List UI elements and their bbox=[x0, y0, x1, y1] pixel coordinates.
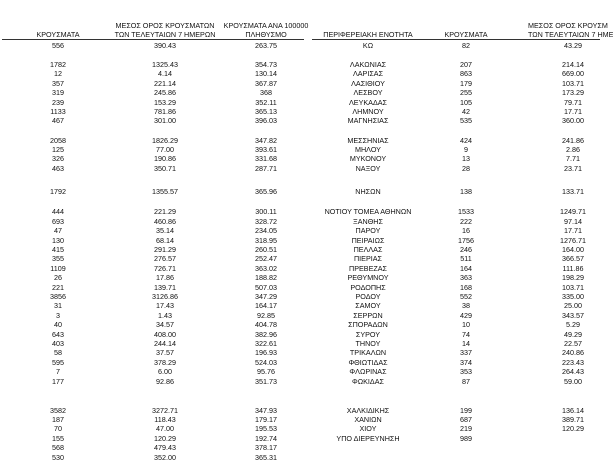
cell-region: ΜΕΣΣΗΝΙΑΣ bbox=[347, 135, 389, 145]
cell-cases-right: 168 bbox=[460, 282, 472, 292]
table-row bbox=[0, 453, 600, 462]
cell-avg7-right: 120.29 bbox=[562, 424, 584, 434]
cell-region: ΛΗΜΝΟΥ bbox=[352, 106, 384, 116]
cell-cases-right: 164 bbox=[460, 263, 472, 273]
header-per100k-line2: ΠΛΗΘΥΣΜΟ bbox=[245, 29, 287, 39]
cell-per100k: 351.73 bbox=[255, 376, 277, 386]
cell-cases-left: 130 bbox=[52, 235, 64, 245]
table-row bbox=[0, 187, 600, 196]
table-row bbox=[0, 69, 600, 78]
cell-cases-left: 2058 bbox=[50, 135, 66, 145]
cell-avg7-left: 6.00 bbox=[158, 367, 172, 377]
header-avg7-left-line2: ΤΩΝ ΤΕΛΕΥΤΑΙΩΝ 7 ΗΜΕΡΩΝ bbox=[114, 29, 216, 39]
cell-avg7-left: 34.57 bbox=[156, 320, 174, 330]
header-cases-left: ΚΡΟΥΣΜΑΤΑ bbox=[36, 30, 80, 39]
table-row bbox=[0, 273, 600, 282]
cell-cases-right: 105 bbox=[460, 97, 472, 107]
cell-cases-left: 415 bbox=[52, 244, 64, 254]
cell-cases-right: 255 bbox=[460, 88, 472, 98]
cell-per100k: 524.03 bbox=[255, 357, 277, 367]
cell-avg7-left: 460.86 bbox=[154, 216, 176, 226]
cell-cases-left: 1792 bbox=[50, 186, 66, 196]
cell-per100k: 363.02 bbox=[255, 263, 277, 273]
cell-avg7-left: 301.00 bbox=[154, 116, 176, 126]
header-per100k-line1: ΚΡΟΥΣΜΑΤΑ ΑΝΑ 100000 bbox=[223, 21, 309, 30]
cell-avg7-left: 390.43 bbox=[154, 41, 176, 50]
cell-avg7-right: 343.57 bbox=[562, 310, 584, 320]
cell-cases-right: 552 bbox=[460, 291, 472, 301]
cell-per100k: 322.61 bbox=[255, 338, 277, 348]
cell-per100k: 260.51 bbox=[255, 244, 277, 254]
cell-region: ΝΗΣΩΝ bbox=[355, 186, 381, 196]
cell-avg7-left: 35.14 bbox=[156, 226, 174, 236]
cell-cases-right: 337 bbox=[460, 348, 472, 358]
cell-cases-left: 7 bbox=[56, 367, 60, 377]
cell-region: ΛΕΣΒΟΥ bbox=[353, 88, 383, 98]
table-row bbox=[0, 358, 600, 367]
table-row bbox=[0, 424, 600, 433]
cell-avg7-right: 2.86 bbox=[566, 145, 580, 154]
cell-cases-left: 3582 bbox=[50, 405, 66, 415]
cell-cases-right: 353 bbox=[460, 367, 472, 377]
cell-avg7-right: 240.86 bbox=[562, 348, 584, 358]
cell-cases-left: 3 bbox=[56, 310, 60, 320]
cell-cases-right: 1756 bbox=[458, 235, 474, 245]
cell-cases-left: 155 bbox=[52, 433, 64, 443]
cell-cases-left: 444 bbox=[52, 207, 64, 217]
cell-cases-left: 568 bbox=[52, 443, 64, 453]
cell-per100k: 164.17 bbox=[255, 301, 277, 311]
table-row bbox=[0, 236, 600, 245]
cell-region: ΠΕΛΛΑΣ bbox=[353, 244, 383, 254]
cell-avg7-right: 17.71 bbox=[564, 106, 582, 116]
cell-per100k: 354.73 bbox=[255, 59, 277, 69]
cell-avg7-left: 68.14 bbox=[156, 235, 174, 245]
cell-region: ΠΙΕΡΙΑΣ bbox=[353, 254, 382, 264]
table-row bbox=[0, 292, 600, 301]
cell-cases-left: 31 bbox=[54, 301, 62, 311]
cell-per100k: 234.05 bbox=[255, 226, 277, 236]
cell-avg7-right: 79.71 bbox=[564, 97, 582, 107]
table-row bbox=[0, 434, 600, 443]
table-row bbox=[0, 207, 600, 216]
cell-avg7-right: 5.29 bbox=[566, 320, 580, 330]
cell-avg7-left: 245.86 bbox=[154, 88, 176, 98]
table-row bbox=[0, 79, 600, 88]
cell-avg7-left: 1826.29 bbox=[152, 135, 178, 145]
cell-per100k: 188.82 bbox=[255, 273, 277, 283]
cell-per100k: 130.14 bbox=[255, 69, 277, 79]
cell-per100k: 382.96 bbox=[255, 329, 277, 339]
cell-avg7-right: 97.14 bbox=[564, 216, 582, 226]
cell-cases-right: 363 bbox=[460, 273, 472, 283]
cell-per100k: 92.85 bbox=[257, 310, 275, 320]
cell-cases-right: 10 bbox=[462, 320, 470, 330]
cell-region: ΠΕΙΡΑΙΩΣ bbox=[351, 235, 385, 245]
cell-cases-left: 403 bbox=[52, 338, 64, 348]
cell-region: ΡΕΘΥΜΝΟΥ bbox=[347, 273, 389, 283]
table-row bbox=[0, 107, 600, 116]
table-row bbox=[0, 301, 600, 310]
cell-avg7-right: 111.86 bbox=[562, 263, 584, 273]
cell-cases-left: 187 bbox=[52, 415, 64, 424]
table-row bbox=[0, 116, 600, 125]
header-avg7-left-line1: ΜΕΣΟΣ ΟΡΟΣ ΚΡΟΥΣΜΑΤΩΝ bbox=[115, 21, 215, 30]
cell-cases-left: 355 bbox=[52, 254, 64, 264]
cell-cases-left: 467 bbox=[52, 116, 64, 126]
cell-avg7-right: 133.71 bbox=[562, 186, 584, 196]
cell-avg7-left: 352.00 bbox=[154, 452, 176, 462]
cell-avg7-left: 17.43 bbox=[156, 301, 174, 311]
cell-per100k: 365.96 bbox=[255, 186, 277, 196]
cell-region: ΦΩΚΙΔΑΣ bbox=[352, 376, 384, 386]
cell-avg7-right: 214.14 bbox=[562, 59, 584, 69]
cell-per100k: 367.87 bbox=[255, 78, 277, 88]
header-region: ΠΕΡΙΦΕΡΕΙΑΚΗ ΕΝΟΤΗΤΑ bbox=[323, 30, 413, 39]
cell-avg7-left: 17.86 bbox=[156, 273, 174, 283]
cell-per100k: 404.78 bbox=[255, 320, 277, 330]
cell-cases-left: 693 bbox=[52, 216, 64, 226]
table-row bbox=[0, 136, 600, 145]
cell-cases-right: 9 bbox=[464, 145, 468, 154]
cell-avg7-left: 153.29 bbox=[154, 97, 176, 107]
cell-region: ΡΟΔΟΥ bbox=[355, 291, 381, 301]
cell-per100k: 192.74 bbox=[255, 433, 277, 443]
cell-cases-right: 429 bbox=[460, 310, 472, 320]
cell-region: ΠΡΕΒΕΖΑΣ bbox=[349, 263, 387, 273]
cell-region: ΚΩ bbox=[362, 41, 374, 50]
cell-per100k: 365.13 bbox=[255, 106, 277, 116]
cell-region: ΠΑΡΟΥ bbox=[355, 226, 381, 236]
cell-cases-right: 87 bbox=[462, 376, 470, 386]
table-row bbox=[0, 367, 600, 376]
table-row bbox=[0, 145, 600, 154]
cell-avg7-left: 726.71 bbox=[154, 263, 176, 273]
header-avg7-right bbox=[528, 21, 613, 39]
cell-cases-right: 535 bbox=[460, 116, 472, 126]
cell-region: ΧΙΟΥ bbox=[359, 424, 377, 434]
cell-per100k: 195.53 bbox=[255, 424, 277, 434]
cell-avg7-left: 291.29 bbox=[154, 244, 176, 254]
table-row bbox=[0, 283, 600, 292]
cell-avg7-left: 3126.86 bbox=[152, 291, 178, 301]
cell-region: ΞΑΝΘΗΣ bbox=[353, 216, 383, 226]
cell-avg7-left: 47.00 bbox=[156, 424, 174, 434]
cell-region: ΤΗΝΟΥ bbox=[355, 338, 381, 348]
cell-cases-left: 239 bbox=[52, 97, 64, 107]
cell-region: ΦΛΩΡΙΝΑΣ bbox=[349, 367, 387, 377]
cell-region: ΛΑΡΙΣΑΣ bbox=[352, 69, 384, 79]
cell-region: ΣΑΜΟΥ bbox=[355, 301, 381, 311]
cell-cases-right: 38 bbox=[462, 301, 470, 311]
cell-cases-left: 357 bbox=[52, 78, 64, 88]
cell-avg7-right: 335.00 bbox=[562, 291, 584, 301]
table-row bbox=[0, 330, 600, 339]
cell-per100k: 287.71 bbox=[255, 163, 277, 173]
cell-region: ΣΠΟΡΑΔΩΝ bbox=[348, 320, 388, 330]
cell-cases-right: 424 bbox=[460, 135, 472, 145]
cell-cases-right: 863 bbox=[460, 69, 472, 79]
cell-cases-right: 28 bbox=[462, 163, 470, 173]
cell-avg7-right: 264.43 bbox=[562, 367, 584, 377]
cell-cases-left: 58 bbox=[54, 348, 62, 358]
header-avg7-left bbox=[112, 22, 218, 39]
table-row bbox=[0, 88, 600, 97]
header-avg7-right-line2: ΤΩΝ ΤΕΛΕΥΤΑΙΩΝ 7 ΗΜΕ bbox=[528, 29, 613, 39]
table-row bbox=[0, 98, 600, 107]
cell-cases-left: 40 bbox=[54, 320, 62, 330]
cell-avg7-right: 25.00 bbox=[564, 301, 582, 311]
cell-avg7-left: 4.14 bbox=[158, 69, 172, 79]
cell-avg7-right: 23.71 bbox=[564, 163, 582, 173]
cell-per100k: 252.47 bbox=[255, 254, 277, 264]
cell-region: ΝΟΤΙΟΥ ΤΟΜΕΑ ΑΘΗΝΩΝ bbox=[324, 207, 412, 217]
cell-avg7-right: 136.14 bbox=[562, 405, 584, 415]
header-underline-right bbox=[312, 39, 600, 40]
cell-cases-left: 26 bbox=[54, 273, 62, 283]
cell-avg7-left: 1355.57 bbox=[152, 186, 178, 196]
cell-avg7-left: 244.14 bbox=[154, 338, 176, 348]
cell-per100k: 378.17 bbox=[255, 443, 277, 453]
cell-avg7-left: 378.29 bbox=[154, 357, 176, 367]
cell-cases-right: 989 bbox=[460, 433, 472, 443]
cell-per100k: 179.17 bbox=[255, 415, 277, 424]
cell-cases-left: 177 bbox=[52, 376, 64, 386]
cell-per100k: 331.68 bbox=[255, 154, 277, 164]
cell-avg7-left: 408.00 bbox=[154, 329, 176, 339]
cell-cases-left: 1782 bbox=[50, 59, 66, 69]
cell-avg7-right: 366.57 bbox=[562, 254, 584, 264]
cell-region: ΣΥΡΟΥ bbox=[355, 329, 381, 339]
cell-cases-right: 74 bbox=[462, 329, 470, 339]
cell-cases-right: 687 bbox=[460, 415, 472, 424]
cell-region: ΜΑΓΝΗΣΙΑΣ bbox=[347, 116, 389, 126]
cell-per100k: 95.76 bbox=[257, 367, 275, 377]
cell-cases-left: 1133 bbox=[50, 106, 66, 116]
cell-avg7-left: 118.43 bbox=[154, 415, 176, 424]
cell-avg7-left: 1325.43 bbox=[152, 59, 178, 69]
cell-avg7-left: 3272.71 bbox=[152, 405, 178, 415]
cell-cases-right: 246 bbox=[460, 244, 472, 254]
cell-cases-left: 530 bbox=[52, 452, 64, 462]
header-cases-right: ΚΡΟΥΣΜΑΤΑ bbox=[444, 30, 488, 39]
table-row bbox=[0, 443, 600, 452]
cell-avg7-right: 223.43 bbox=[562, 357, 584, 367]
cell-region: ΛΑΚΩΝΙΑΣ bbox=[349, 59, 387, 69]
cell-region: ΜΥΚΟΝΟΥ bbox=[349, 154, 387, 164]
cell-cases-left: 12 bbox=[54, 69, 62, 79]
cell-avg7-right: 1249.71 bbox=[560, 207, 586, 217]
cell-cases-left: 319 bbox=[52, 88, 64, 98]
cell-per100k: 347.82 bbox=[255, 135, 277, 145]
cell-region: ΦΘΙΩΤΙΔΑΣ bbox=[348, 357, 388, 367]
cell-cases-right: 199 bbox=[460, 405, 472, 415]
cell-cases-left: 125 bbox=[52, 145, 64, 154]
cell-avg7-left: 77.00 bbox=[156, 145, 174, 154]
cell-cases-right: 179 bbox=[460, 78, 472, 88]
cell-avg7-right: 59.00 bbox=[564, 376, 582, 386]
cell-cases-right: 222 bbox=[460, 216, 472, 226]
cell-per100k: 300.11 bbox=[255, 207, 277, 217]
cell-avg7-right: 198.29 bbox=[562, 273, 584, 283]
cell-per100k: 507.03 bbox=[255, 282, 277, 292]
cell-per100k: 396.03 bbox=[255, 116, 277, 126]
cell-cases-right: 82 bbox=[462, 41, 470, 50]
cell-per100k: 352.11 bbox=[255, 97, 277, 107]
cell-cases-right: 207 bbox=[460, 59, 472, 69]
cell-avg7-right: 103.71 bbox=[562, 282, 584, 292]
table-row bbox=[0, 339, 600, 348]
cell-region: ΡΟΔΟΠΗΣ bbox=[350, 282, 386, 292]
cell-avg7-left: 479.43 bbox=[154, 443, 176, 453]
cell-per100k: 393.61 bbox=[255, 145, 277, 154]
table-row bbox=[0, 320, 600, 329]
cell-avg7-left: 221.14 bbox=[154, 78, 176, 88]
cell-avg7-right: 49.29 bbox=[564, 329, 582, 339]
cell-per100k: 368 bbox=[260, 88, 272, 98]
table-row bbox=[0, 217, 600, 226]
cell-avg7-right: 360.00 bbox=[562, 116, 584, 126]
cell-cases-right: 16 bbox=[462, 226, 470, 236]
table-row bbox=[0, 60, 600, 69]
cell-cases-right: 13 bbox=[462, 154, 470, 164]
cell-avg7-right: 173.29 bbox=[562, 88, 584, 98]
cell-cases-right: 219 bbox=[460, 424, 472, 434]
cell-avg7-right: 389.71 bbox=[562, 415, 584, 424]
table-row bbox=[0, 154, 600, 163]
cell-region: ΛΑΣΙΘΙΟΥ bbox=[351, 78, 385, 88]
cell-region: ΛΕΥΚΑΔΑΣ bbox=[348, 97, 387, 107]
cell-per100k: 347.29 bbox=[255, 291, 277, 301]
cell-cases-left: 47 bbox=[54, 226, 62, 236]
cell-avg7-right: 1276.71 bbox=[560, 235, 586, 245]
cell-cases-left: 643 bbox=[52, 329, 64, 339]
table-row bbox=[0, 406, 600, 415]
header-avg7-right-line1: ΜΕΣΟΣ ΟΡΟΣ ΚΡΟΥΣΜ bbox=[528, 21, 608, 30]
cell-per100k: 318.95 bbox=[255, 235, 277, 245]
cell-cases-left: 3856 bbox=[50, 291, 66, 301]
cell-cases-left: 463 bbox=[52, 163, 64, 173]
cell-avg7-left: 221.29 bbox=[154, 207, 176, 217]
cell-cases-left: 556 bbox=[52, 41, 64, 50]
table-row bbox=[0, 311, 600, 320]
cell-region: ΣΕΡΡΩΝ bbox=[353, 310, 383, 320]
header-underline-left bbox=[2, 39, 304, 40]
table-row bbox=[0, 377, 600, 386]
cell-cases-left: 221 bbox=[52, 282, 64, 292]
cell-avg7-left: 139.71 bbox=[154, 282, 176, 292]
cell-avg7-left: 37.57 bbox=[156, 348, 174, 358]
cell-cases-right: 374 bbox=[460, 357, 472, 367]
header-per100k bbox=[222, 22, 310, 39]
cell-cases-left: 326 bbox=[52, 154, 64, 164]
cell-per100k: 365.31 bbox=[255, 452, 277, 462]
cell-avg7-right: 43.29 bbox=[564, 41, 582, 50]
cell-avg7-left: 350.71 bbox=[154, 163, 176, 173]
cell-cases-right: 42 bbox=[462, 106, 470, 116]
table-row bbox=[0, 264, 600, 273]
cell-avg7-right: 22.57 bbox=[564, 338, 582, 348]
cell-region: ΝΑΞΟΥ bbox=[355, 163, 381, 173]
cell-region: ΥΠΟ ΔΙΕΡΕΥΝΗΣΗ bbox=[336, 433, 400, 443]
cell-avg7-right: 669.00 bbox=[562, 69, 584, 79]
table-row bbox=[0, 41, 600, 50]
cell-avg7-right: 241.86 bbox=[562, 135, 584, 145]
cell-avg7-left: 190.86 bbox=[154, 154, 176, 164]
table-row bbox=[0, 164, 600, 173]
cell-per100k: 263.75 bbox=[255, 41, 277, 50]
cell-avg7-left: 1.43 bbox=[158, 310, 172, 320]
cell-avg7-left: 781.86 bbox=[154, 106, 176, 116]
table-row bbox=[0, 415, 600, 424]
cell-avg7-left: 276.57 bbox=[154, 254, 176, 264]
table-row bbox=[0, 226, 600, 235]
cell-avg7-right: 103.71 bbox=[562, 78, 584, 88]
cell-avg7-left: 92.86 bbox=[156, 376, 174, 386]
table-row bbox=[0, 245, 600, 254]
cell-per100k: 328.72 bbox=[255, 216, 277, 226]
table-row bbox=[0, 254, 600, 263]
cell-per100k: 196.93 bbox=[255, 348, 277, 358]
cell-cases-left: 70 bbox=[54, 424, 62, 434]
cell-region: ΜΗΛΟΥ bbox=[355, 145, 381, 154]
cell-avg7-left: 120.29 bbox=[154, 433, 176, 443]
cell-avg7-right: 7.71 bbox=[566, 154, 580, 164]
cell-cases-right: 511 bbox=[460, 254, 472, 264]
cell-region: ΧΑΛΚΙΔΙΚΗΣ bbox=[346, 405, 390, 415]
cell-region: ΤΡΙΚΑΛΩΝ bbox=[349, 348, 387, 358]
cell-cases-right: 1533 bbox=[458, 207, 474, 217]
cell-cases-left: 1109 bbox=[50, 263, 66, 273]
cell-per100k: 347.93 bbox=[255, 405, 277, 415]
cell-region: ΧΑΝΙΩΝ bbox=[354, 415, 382, 424]
cell-cases-right: 138 bbox=[460, 186, 472, 196]
cell-avg7-right: 17.71 bbox=[564, 226, 582, 236]
cell-avg7-right: 164.00 bbox=[562, 244, 584, 254]
cell-cases-left: 595 bbox=[52, 357, 64, 367]
cell-cases-right: 14 bbox=[462, 338, 470, 348]
table-row bbox=[0, 348, 600, 357]
